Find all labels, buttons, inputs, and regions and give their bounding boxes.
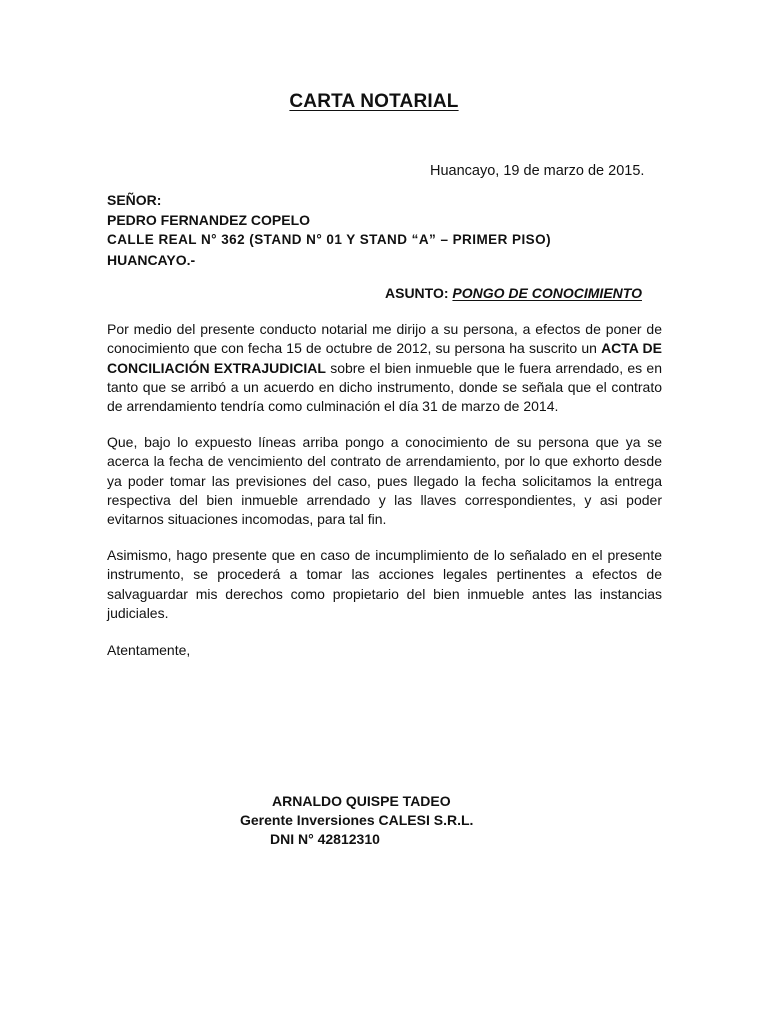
addressee-address: CALLE REAL N° 362 (STAND N° 01 Y STAND “A” – PRIMER PISO) <box>107 232 552 247</box>
signature-dni: DNI N° 42812310 <box>270 831 380 847</box>
signature-name: ARNALDO QUISPE TADEO <box>272 793 451 809</box>
body-paragraph-2: Que, bajo lo expuesto líneas arriba pongo a conocimiento de su persona que ya se acerca la fecha de vencimiento del contrato de arrendamiento, por lo que exhorto desde ya poder tomar las previsiones del caso, pues llegado la fecha solicitamos la entrega respectiva del bien inmueble arrendado y las llaves correspondientes, y asi poder evitarnos situaciones incomodas, para tal fin. <box>107 434 662 528</box>
p1-text-start: Por medio del presente conducto notarial me dirijo a su persona, a efectos de poner de conocimiento que con fecha 15 de octubre de 2012, su persona ha suscrito un <box>107 321 662 357</box>
document-title: CARTA NOTARIAL <box>289 91 459 112</box>
addressee-city: HUANCAYO.- <box>107 252 196 268</box>
closing-salutation: Atentamente, <box>107 642 191 658</box>
signature-role: Gerente Inversiones CALESI S.R.L. <box>240 812 474 828</box>
addressee-name: PEDRO FERNANDEZ COPELO <box>107 212 311 228</box>
subject-value: PONGO DE CONOCIMIENTO <box>452 285 642 301</box>
subject-line <box>385 285 642 301</box>
addressee-salutation: SEÑOR: <box>107 192 162 208</box>
p1-bold-term: ACTA DE CONCILIACIÓN EXTRAJUDICIAL <box>107 340 662 376</box>
p1-text-end: sobre el bien inmueble que le fuera arrendado, es en tanto que se arribó a un acuerdo en dicho instrumento, donde se señala que el contrato de arrendamiento tendría como culminación el día 31 de marzo de 2014. <box>107 359 662 415</box>
date-line: Huancayo, 19 de marzo de 2015. <box>430 163 645 179</box>
addressee-block <box>107 190 551 270</box>
subject-label: ASUNTO: <box>385 285 449 301</box>
body-paragraph-1 <box>107 320 662 416</box>
body-paragraph-3: Asimismo, hago presente que en caso de incumplimiento de lo señalado en el presente instrumento, se procederá a tomar las acciones legales pertinentes a efectos de salvaguardar mis derechos como propietario del bien inmueble antes las instancias judiciales. <box>107 547 662 621</box>
